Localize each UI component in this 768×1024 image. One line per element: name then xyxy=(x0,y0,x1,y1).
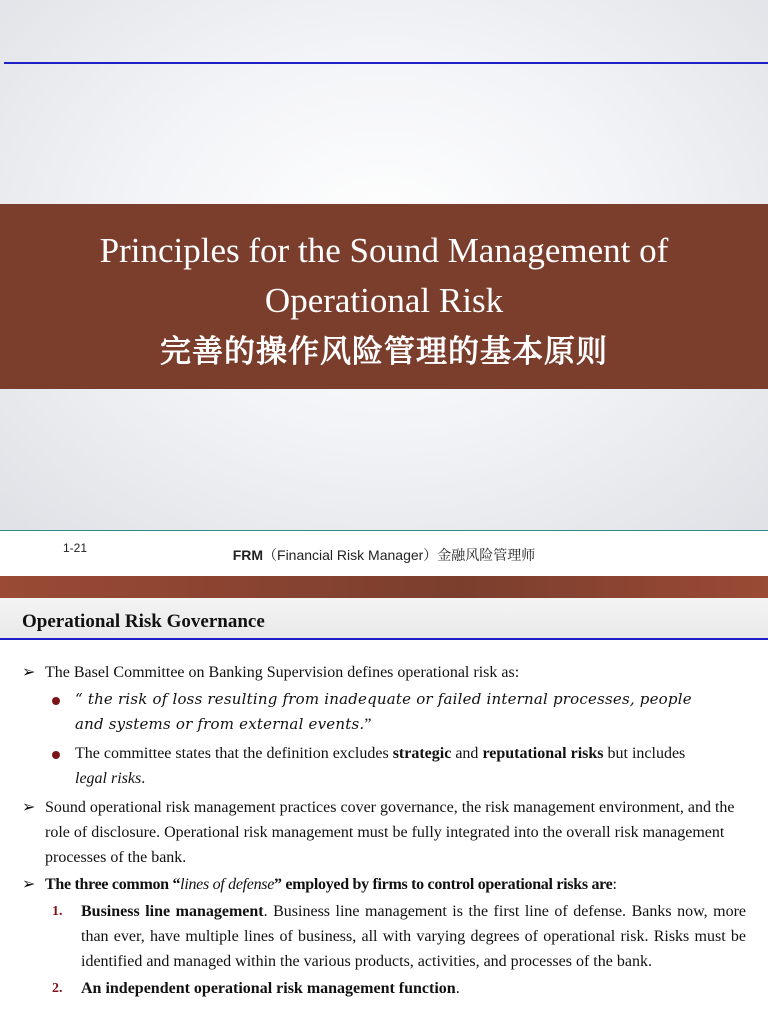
item-title: An independent operational risk management function xyxy=(81,980,456,997)
bullet-lines-of-defense xyxy=(0,872,768,897)
term-reputational: reputational risks xyxy=(482,745,604,762)
numbered-item-1 xyxy=(0,899,768,974)
sub-text: and xyxy=(451,745,483,762)
term-strategic: strategic xyxy=(392,745,452,762)
bullet-definition xyxy=(0,660,768,685)
footer-stripe xyxy=(0,576,768,598)
sub-bullet-quote xyxy=(0,687,768,737)
bullet-text: Sound operational risk management practices cover governance, the risk management environment, and the role of disclosure. Operational risk management must be fully integrated into the overall risk management processes of the bank. xyxy=(45,799,735,866)
footer-caption xyxy=(0,545,768,565)
quote-close: ” xyxy=(364,716,372,733)
sub-text: but includes xyxy=(603,745,686,762)
footer-brand: FRM xyxy=(232,547,264,563)
item-title: Business line management xyxy=(81,903,264,920)
arrow-bullet-icon: ➢ xyxy=(22,664,36,681)
arrow-bullet-icon: ➢ xyxy=(22,876,36,893)
sub-bullet-exclusions xyxy=(0,741,768,791)
content-slide xyxy=(0,598,768,1024)
slide-title-chinese: 完善的操作风险管理的基本原则 xyxy=(160,334,608,370)
dot-bullet-icon xyxy=(52,697,60,705)
item-number: 1. xyxy=(52,904,63,919)
sub-text: . xyxy=(141,770,146,787)
slide-title-english xyxy=(40,226,728,326)
numbered-item-2 xyxy=(0,976,768,1001)
title-line-2: Operational Risk xyxy=(264,281,504,320)
footer-brand-detail: （Financial Risk Manager）金融风险管理师 xyxy=(263,547,536,563)
term-legal: legal risks xyxy=(75,770,142,787)
page-number: 1-21 xyxy=(63,541,88,555)
bullet-text: ” employed by firms to control operational risks are xyxy=(274,876,613,893)
item-text: . Business line management is the first line of defense. Banks now, more than ever, have multiple lines of business, all with varying degrees of operational risk. Risks must be identified and managed within the various products, activities, and processes of the bank. xyxy=(81,903,746,970)
item-number: 2. xyxy=(52,981,63,996)
bullet-practices xyxy=(0,795,768,870)
bullet-text: The three common “ xyxy=(45,876,181,893)
dot-bullet-icon xyxy=(52,751,60,759)
definition-quote: “ the risk of loss resulting from inadequate or failed internal processes, people and systems or from external events. xyxy=(75,690,692,733)
title-band xyxy=(0,204,768,389)
content-slide-header xyxy=(0,598,768,640)
top-rule xyxy=(4,62,768,64)
bullet-text: The Basel Committee on Banking Supervision defines operational risk as: xyxy=(45,664,520,681)
slide-body xyxy=(0,660,768,1003)
sub-text: The committee states that the definition excludes xyxy=(75,745,393,762)
bullet-colon: : xyxy=(612,876,617,893)
content-slide-title: Operational Risk Governance xyxy=(22,611,265,632)
item-text: . xyxy=(455,980,460,997)
slide-footer xyxy=(0,530,768,577)
title-line-1: Principles for the Sound Management of xyxy=(99,231,669,270)
term-lines-of-defense: lines of defense xyxy=(180,876,275,893)
arrow-bullet-icon: ➢ xyxy=(22,799,36,816)
